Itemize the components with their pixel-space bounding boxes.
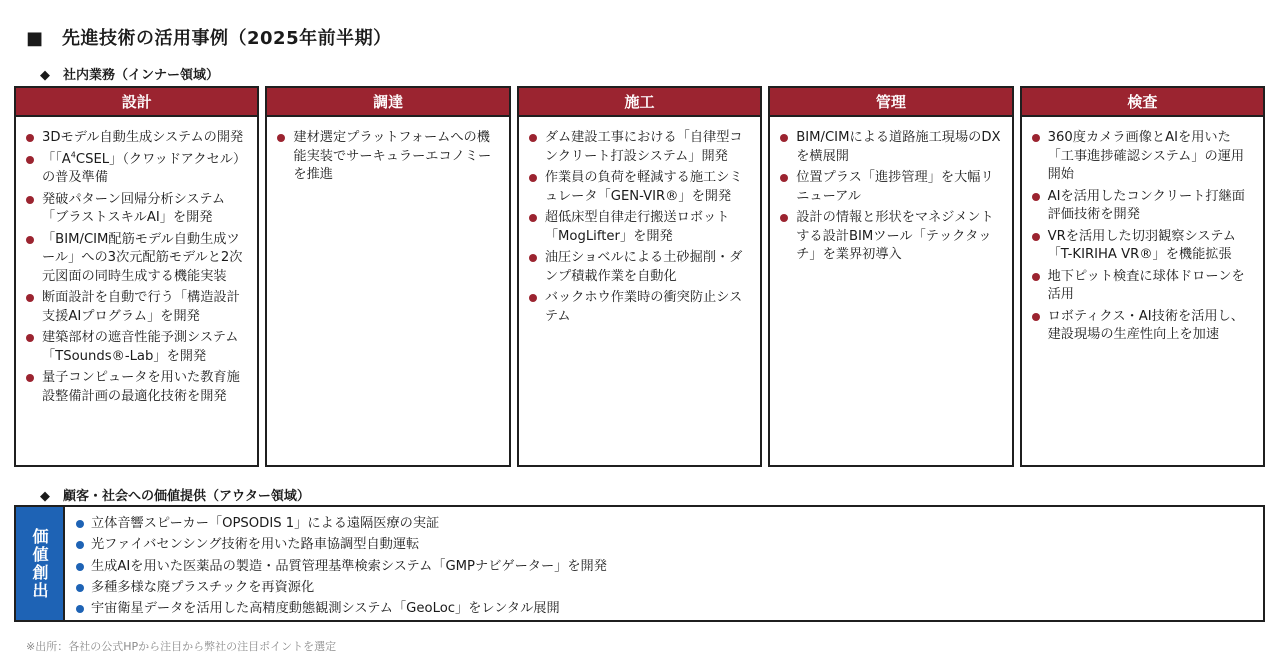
bullet-icon [26,236,34,244]
list-item: 超低床型自律走行搬送ロボット「MogLifter」を開発 [527,209,752,246]
list-item: 位置プラス「進捗管理」を大幅リニューアル [778,169,1003,206]
column-construction [517,86,762,467]
bullet-icon [529,174,537,182]
bullet-icon [1032,134,1040,142]
list-item: 断面設計を自動で行う「構造設計支援AIプログラム」を開発 [24,289,249,326]
column-header-inspection: 検査 [1022,88,1263,117]
bullet-icon [529,294,537,302]
list-item: 光ファイバセンシング技術を用いた路車協調型自動運転 [75,534,1253,555]
bullet-icon [780,174,788,182]
bullet-icon [26,334,34,342]
column-header-design: 設計 [16,88,257,117]
list-item: 宇宙衛星データを活用した高精度動態観測システム「GeoLoc」をレンタル展開 [75,598,1253,619]
bullet-icon [26,196,34,204]
internal-columns [14,86,1265,467]
column-list-inspection [1022,117,1263,348]
source-note: ※出所：各社の公式HPから注目から弊社の注目ポイントを選定 [26,640,337,653]
list-item: AIを活用したコンクリート打継面評価技術を開発 [1030,188,1255,225]
list-item: 360度カメラ画像とAIを用いた「工事進捗確認システム」の運用開始 [1030,129,1255,185]
column-list-construction [519,117,760,329]
column-header-procurement: 調達 [267,88,508,117]
bullet-icon [529,214,537,222]
bullet-icon [76,541,84,549]
list-item: 生成AIを用いた医薬品の製造・品質管理基準検索システム「GMPナビゲーター」を開発 [75,556,1253,577]
bullet-icon [26,374,34,382]
bullet-icon [529,134,537,142]
list-item: 「BIM/CIM配筋モデル自動生成ツール」への3次元配筋モデルと2次元図面の同時生成する機能実装 [24,231,249,287]
column-management [768,86,1013,467]
list-item: 設計の情報と形状をマネジメントする設計BIMツール「テックタッチ」を業界初導入 [778,209,1003,265]
bullet-icon [1032,273,1040,281]
list-item: 地下ピット検査に球体ドローンを活用 [1030,268,1255,305]
column-procurement [265,86,510,467]
column-header-management: 管理 [770,88,1011,117]
bullet-icon [1032,193,1040,201]
list-item: 作業員の負荷を軽減する施工シミュレータ「GEN-VIR®」を開発 [527,169,752,206]
list-item: 発破パターン回帰分析システム「ブラストスキルAI」を開発 [24,191,249,228]
bullet-icon [76,584,84,592]
bullet-icon [780,134,788,142]
list-item: 立体音響スピーカー「OPSODIS 1」による遠隔医療の実証 [75,513,1253,534]
bullet-icon [1032,313,1040,321]
list-item: 油圧ショベルによる土砂掘削・ダンプ積載作業を自動化 [527,249,752,286]
bullet-icon [26,156,34,164]
bullet-icon [76,605,84,613]
bullet-icon [277,134,285,142]
external-section-heading: ◆ 顧客・社会への価値提供（アウター領域） [40,489,310,504]
list-item: 建築部材の遮音性能予測システム「TSounds®-Lab」を開発 [24,329,249,366]
a4csel-item-text: 「「$A^4CSEL$」（クワッドアクセル）の普及準備 [42,150,247,185]
column-inspection [1020,86,1265,467]
bullet-icon [1032,233,1040,241]
value-creation-list [63,507,1263,620]
internal-section-heading: ◆ 社内業務（インナー領域） [40,68,219,83]
list-item: VRを活用した切羽観察システム「T-KIRIHA VR®」を機能拡張 [1030,228,1255,265]
column-design [14,86,259,467]
column-header-construction: 施工 [519,88,760,117]
page-title: ■ 先進技術の活用事例（2025年前半期） [26,28,392,49]
bullet-icon [76,520,84,528]
list-item: 3Dモデル自動生成システムの開発 [24,129,249,148]
list-item: BIM/CIMによる道路施工現場のDXを横展開 [778,129,1003,166]
list-item [24,151,249,188]
list-item: ロボティクス・AI技術を活用し、建設現場の生産性向上を加速 [1030,308,1255,345]
bullet-icon [76,563,84,571]
list-item: 量子コンピュータを用いた教育施設整備計画の最適化技術を開発 [24,369,249,406]
list-item: ダム建設工事における「自律型コンクリート打設システム」開発 [527,129,752,166]
list-item: 多種多様な廃プラスチックを再資源化 [75,577,1253,598]
column-list-procurement [267,117,508,188]
bullet-icon [780,214,788,222]
column-list-design [16,117,257,409]
bullet-icon [529,254,537,262]
bullet-icon [26,134,34,142]
value-creation-box [14,505,1265,622]
bullet-icon [26,294,34,302]
column-list-management [770,117,1011,268]
value-creation-label: 価値創出 [16,507,63,620]
list-item: 建材選定プラットフォームへの機能実装でサーキュラーエコノミーを推進 [275,129,500,185]
list-item: バックホウ作業時の衝突防止システム [527,289,752,326]
